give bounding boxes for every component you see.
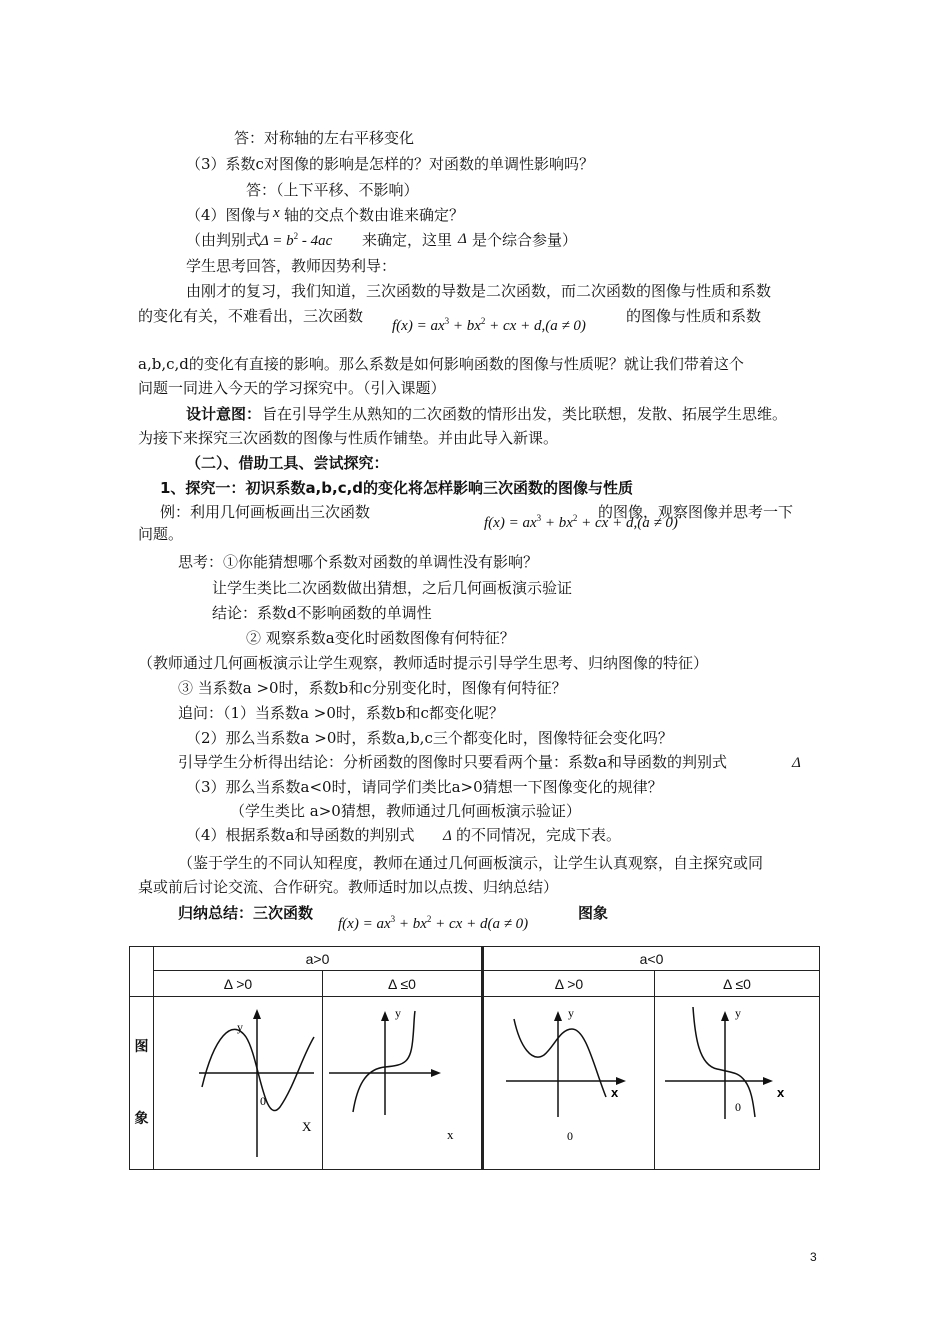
x-arrow: [763, 1077, 773, 1085]
y-arrow: [381, 1011, 389, 1021]
formula-delta-1: Δ: [458, 231, 467, 247]
x-label: x: [611, 1085, 619, 1100]
table-corner: [130, 947, 154, 997]
think-2: ② 观察系数a变化时函数图像有何特征？: [246, 629, 515, 647]
follow-up-3: （3）那么当系数a<0时，请同学们类比a>0猜想一下图像变化的规律？: [186, 778, 663, 796]
cubic-curve: [693, 1007, 755, 1117]
design-intent-text: 旨在引导学生从熟知的二次函数的情形出发，类比联想，发散、拓展学生思维。: [262, 405, 788, 423]
follow-up-1: 追问：（1）当系数a >0时，系数b和c都变化呢？: [178, 704, 504, 722]
formula-cubic-2: $f(x) = ax^3 + bx^2$ + cx + d,(a ≠ 0): [484, 513, 678, 531]
conclusion-line: 引导学生分析得出结论：分析函数的图像时只要看两个量：系数a和导函数的判别式: [178, 753, 727, 771]
think-3: ③ 当系数a >0时，系数b和c分别变化时，图像有何特征？: [178, 679, 567, 697]
header-delta-positive-2: Δ >0: [483, 971, 655, 997]
example-c: 问题。: [138, 525, 184, 543]
header-delta-nonpositive-1: Δ ≤0: [323, 971, 483, 997]
follow-up-4-a: （4）根据系数a和导函数的判别式: [186, 826, 415, 844]
para-1-line-1: 由刚才的复习，我们知道，三次函数的导数是二次函数，而二次函数的图像与性质和系数: [186, 282, 772, 300]
x-arrow: [616, 1077, 626, 1085]
graph-a-neg-delta-pos: [484, 997, 654, 1169]
cubic-graph-table: [129, 946, 820, 1170]
graph-a-pos-delta-nonpos: [323, 997, 481, 1169]
design-intent-label: 设计意图：: [186, 405, 262, 423]
para-1-line-2b: 的图像与性质和系数: [626, 307, 762, 325]
origin-label: 0: [735, 1100, 741, 1114]
para-1-line-2a: 的变化有关，不难看出，三次函数: [138, 307, 364, 325]
graph-cell-2: [323, 997, 483, 1170]
origin-label: 0: [260, 1094, 266, 1108]
explore-heading: 1、探究一：初识系数a,b,c,d的变化将怎样影响三次函数的图像与性质: [160, 479, 634, 497]
para-1-line-3: a,b,c,d的变化有直接的影响。那么系数是如何影响函数的图像与性质呢？就让我们带着这个: [138, 355, 744, 373]
think-1-guide: 让学生类比二次函数做出猜想，之后几何画板演示验证: [212, 579, 573, 597]
y-label: y: [568, 1006, 574, 1020]
design-intent-text-2: 为接下来探究三次函数的图像与性质作铺垫。并由此导入新课。: [138, 429, 559, 447]
y-label: y: [237, 1020, 243, 1034]
y-arrow: [253, 1009, 261, 1019]
formula-discriminant: $\Delta = b^2 - 4ac$: [260, 231, 333, 249]
x-arrow: [431, 1069, 441, 1077]
discriminant-note-a: （由判别式: [186, 231, 262, 249]
header-delta-positive-1: Δ >0: [154, 971, 323, 997]
x-label: X: [302, 1119, 312, 1134]
y-label: y: [395, 1006, 401, 1020]
think-1-conclusion: 结论：系数d不影响函数的单调性: [212, 604, 432, 622]
question-4-a: （4）图像与: [186, 206, 271, 224]
formula-cubic-1: $f(x) = ax^3 + bx^2$ + cx + d,(a ≠ 0): [392, 316, 586, 334]
header-a-positive: a>0: [154, 947, 483, 971]
cubic-curve: [202, 1029, 314, 1110]
page-number: 3: [810, 1250, 817, 1264]
cubic-curve: [353, 1011, 415, 1112]
discriminant-note-c: 是个综合参量）: [472, 231, 578, 249]
y-label: y: [735, 1006, 741, 1020]
cubic-curve: [514, 1019, 606, 1097]
answer-3: 答：（上下平移、不影响）: [246, 181, 419, 199]
header-a-negative: a<0: [483, 947, 820, 971]
follow-up-4-b: 的不同情况，完成下表。: [456, 826, 622, 844]
x-label: x: [777, 1085, 785, 1100]
para-1-line-4: 问题一同进入今天的学习探究中。（引入课题）: [138, 379, 446, 397]
think-1: 思考：①你能猜想哪个系数对函数的单调性没有影响？: [178, 553, 539, 571]
formula-delta-3: Δ: [443, 828, 452, 844]
teacher-guide: 学生思考回答，教师因势利导：: [186, 257, 397, 275]
example-a: 例：利用几何画板画出三次函数: [160, 503, 371, 521]
row-label-graph: [130, 997, 154, 1170]
question-4-b: 轴的交点个数由谁来确定？: [284, 206, 465, 224]
graph-cell-3: [483, 997, 655, 1170]
follow-up-2: （2）那么当系数a >0时，系数a,b,c三个都变化时，图像特征会变化吗？: [186, 729, 673, 747]
y-arrow: [721, 1011, 729, 1021]
answer-1: 答：对称轴的左右平移变化: [234, 129, 415, 147]
graph-cell-1: [154, 997, 323, 1170]
x-label: x: [447, 1127, 454, 1142]
follow-up-3-note: （学生类比 a>0猜想，教师通过几何画板演示验证）: [230, 802, 581, 820]
graph-cell-4: [655, 997, 820, 1170]
origin-label: 0: [567, 1129, 573, 1143]
header-delta-nonpositive-2: Δ ≤0: [655, 971, 820, 997]
formula-cubic-table: $f(x) = ax^3 + bx^2$ + cx + d(a ≠ 0): [338, 914, 529, 932]
summary-label-tail: 图象: [578, 904, 609, 922]
section-heading: （二）、借助工具、尝试探究：: [186, 454, 389, 472]
discriminant-note-b: 来确定，这里: [362, 231, 453, 249]
note-line-1: （鉴于学生的不同认知程度，教师在通过几何画板演示，让学生认真观察，自主探究或同: [178, 854, 764, 872]
note-line-2: 桌或前后讨论交流、合作研究。教师适时加以点拨、归纳总结）: [138, 878, 559, 896]
summary-label: 归纳总结：三次函数: [178, 904, 314, 922]
row-label-text: 图 象: [134, 1039, 149, 1127]
example-b: 的图像，观察图像并思考一下: [598, 503, 794, 521]
formula-delta-2: Δ: [792, 755, 801, 771]
question-3: （3）系数c对图像的影响是怎样的？对函数的单调性影响吗？: [186, 155, 594, 173]
graph-a-pos-delta-pos: [154, 997, 322, 1169]
graph-a-neg-delta-nonpos: [655, 997, 819, 1169]
formula-x: x: [273, 205, 280, 221]
think-2-note: （教师通过几何画板演示让学生观察，教师适时提示引导学生思考、归纳图像的特征）: [138, 654, 709, 672]
y-arrow: [554, 1011, 562, 1021]
